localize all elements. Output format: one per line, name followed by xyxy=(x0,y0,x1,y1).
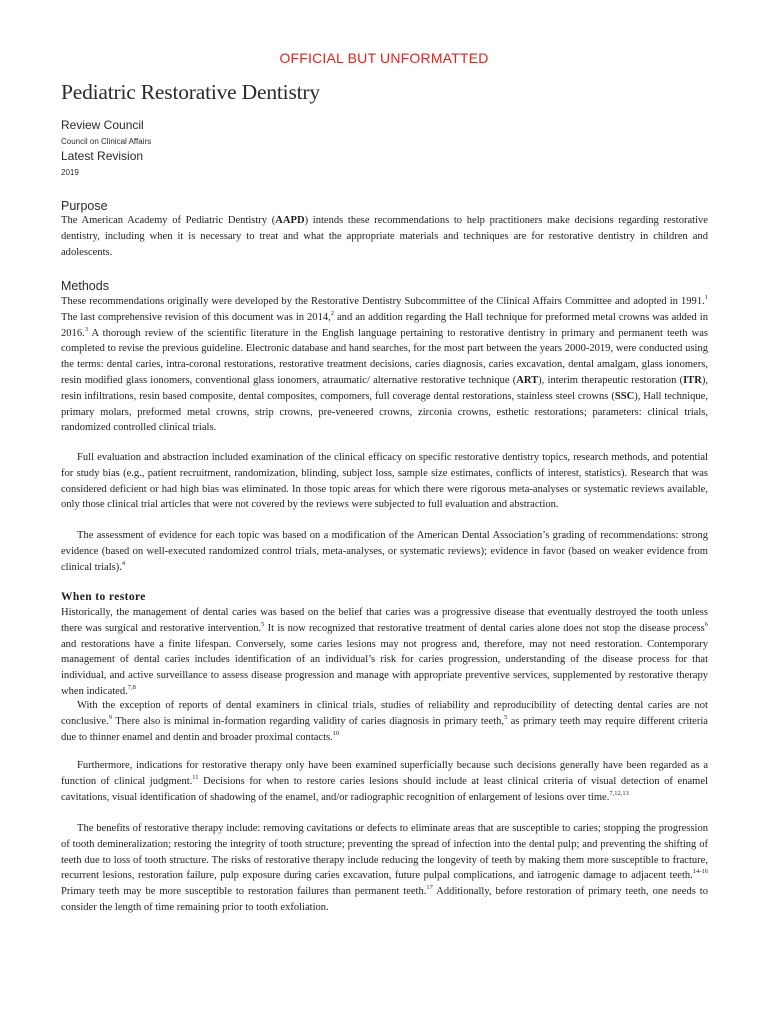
document-title: Pediatric Restorative Dentistry xyxy=(61,80,320,104)
when-to-restore-paragraph-4: The benefits of restorative therapy include: removing cavitations or defects to eliminate areas that are susceptible to caries; stopping the progression of tooth demineralization; restoring the integrity of tooth structure; preventing the spread of infection into the dental pulp; and preventing the shifting of teeth due to loss of tooth structure. The risks of restorative therapy include reducing the longevity of teeth by making them more susceptible to fracture, recurrent lesions, restoration failure, pulp exposure during caries excavation, future pulpal complications, and iatrogenic damage to adjacent teeth.$^{14-16}$ Primary teeth may be more susceptible to restoration failures than permanent teeth.$^{17}$ Additionally, before restoration of primary teeth, one needs to consider the length of time remaining prior to tooth exfoliation. xyxy=(61,823,709,913)
when-to-restore-paragraph-3: Furthermore, indications for restorative therapy only have been examined superficially because such decisions generally have been regarded as a function of clinical judgment.$^{11}$ Decisions for when to restore caries lesions should include at least clinical criteria of visual detection of enamel cavitations, visual identification of shadowing of the enamel, and/or radiographic recognition of enlargement of lesions over time.$^{7,12,13}$ xyxy=(61,760,708,803)
methods-paragraph-2: Full evaluation and abstraction included examination of the clinical efficacy on specific restorative dentistry topics, research methods, and potential for study bias (e.g., patient recruitment, randomization, blinding, subject loss, sample size estimates, conflicts of interest, statistics). Research that was considered deficient or had high bias was eliminated. In those topic areas for which there were rigorous meta-analyses or systematic reviews available, only those clinical trial articles that were not covered by the reviews were subjected to full evaluation and abstraction. xyxy=(61,452,708,511)
latest-revision-label: Latest Revision xyxy=(61,149,144,163)
when-to-restore-paragraph-1: Historically, the management of dental caries was based on the belief that caries was a progressive disease that eventually destroyed the tooth unless there was surgical and restorative intervention.$^5$ It is now recognized that restorative treatment of dental caries alone does not stop the disease process$^6$ and restorations have a finite lifespan. Conversely, some caries lesions may not progress and, therefore, may not need restoration. Contemporary management of dental caries includes identification of an individual’s risk for caries progression, understanding of the disease process for that individual, and active surveillance to assess disease progression and manage with appropriate preventive services, supplemented by restorative therapy when indicated.$^{7,8}$ xyxy=(61,607,708,697)
latest-revision-value: 2019 xyxy=(61,168,79,177)
methods-heading: Methods xyxy=(61,279,109,293)
when-to-restore-heading: When to restore xyxy=(61,591,146,603)
review-council-label: Review Council xyxy=(61,118,144,132)
purpose-paragraph: The American Academy of Pediatric Dentistry (AAPD) intends these recommendations to help practitioners make decisions regarding restorative dentistry, including when it is necessary to treat and what the appropriate materials and techniques are for restorative dentistry in children and adolescents. xyxy=(61,215,708,258)
when-to-restore-paragraph-2: With the exception of reports of dental examiners in clinical trials, studies of reliability and reproducibility of detecting dental caries are not conclusive.$^9$ There also is minimal in-formation regarding validity of caries diagnosis in primary teeth,$^5$ as primary teeth may require different criteria due to thinner enamel and dentin and broader proximal contacts.$^{10}$ xyxy=(61,700,708,743)
methods-paragraph-1: These recommendations originally were developed by the Restorative Dentistry Subcommittee of the Clinical Affairs Committee and adopted in 1991.$^1$ The last comprehensive revision of this document was in 2014,$^2$ and an addition regarding the Hall technique for preformed metal crowns was added in 2016.$^3$ A thorough review of the scientific literature in the English language pertaining to restorative dentistry in primary and permanent teeth was completed to revise the previous guideline. Electronic database and hand searches, for the most part between the years 2000-2019, were conducted using the terms: dental caries, intra-coronal restorations, restorative treatment decisions, caries diagnosis, caries excavation, dental amalgam, glass ionomers, resin modified glass ionomers, conventional glass ionomers, atraumatic/ alternative restorative technique (ART), interim therapeutic restoration (ITR), resin infiltrations, resin based composite, dental composites, compomers, full coverage dental restorations, stainless steel crowns (SSC), Hall technique, primary molars, preformed metal crowns, strip crowns, pre-veneered crowns, zirconia crowns, esthetic restorations; parameters: clinical trials, randomized controlled clinical trials. xyxy=(61,294,709,434)
official-banner: OFFICIAL BUT UNFORMATTED xyxy=(279,50,489,66)
methods-paragraph-3: The assessment of evidence for each topic was based on a modification of the American Dental Association’s grading of recommendations: strong evidence (based on well-executed randomized control trials, meta-analyses, or systematic reviews); evidence in favor (based on weaker evidence from clinical trials).$^4$ xyxy=(61,530,708,573)
review-council-value: Council on Clinical Affairs xyxy=(61,137,152,146)
purpose-heading: Purpose xyxy=(61,199,108,213)
